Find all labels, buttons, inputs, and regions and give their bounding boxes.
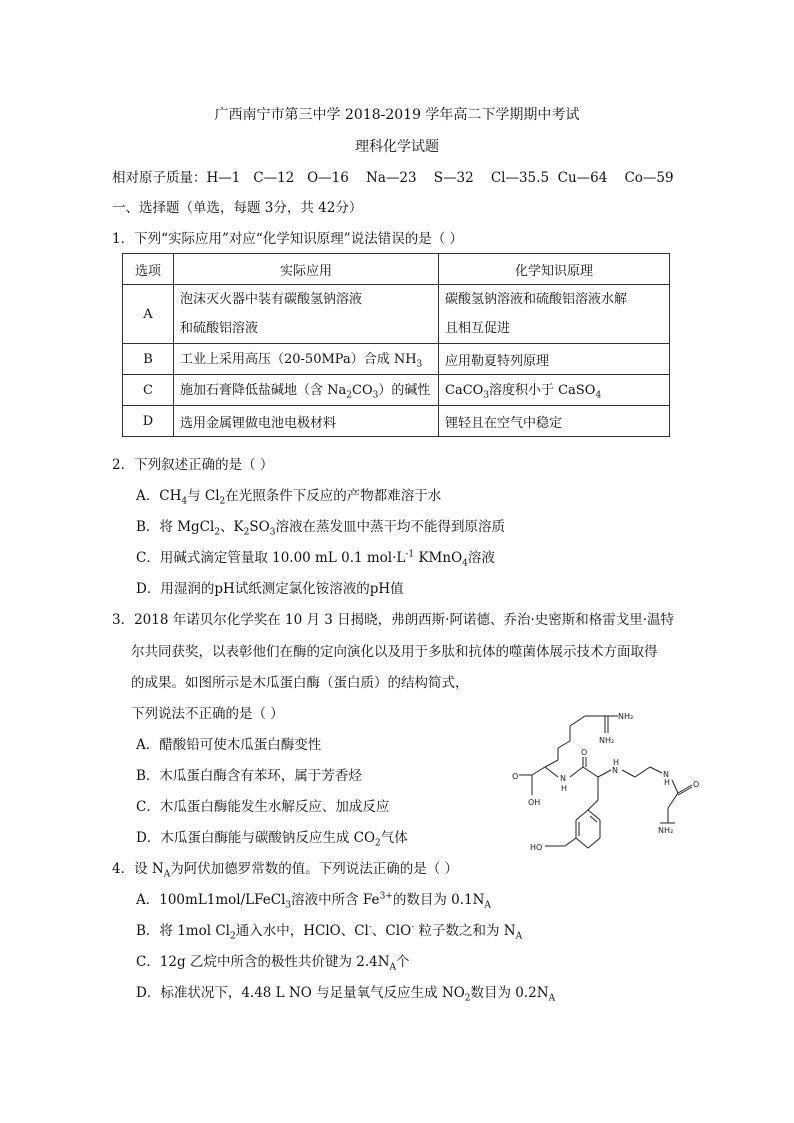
text: 个 xyxy=(396,954,410,970)
q3-line-3: 的成果。如图所示是木瓜蛋白酶（蛋白质）的结构简式， xyxy=(131,675,469,691)
text: 、K xyxy=(220,519,244,535)
table-header: 选项 xyxy=(123,254,174,285)
text: SO xyxy=(249,519,270,535)
q4-option-a xyxy=(136,888,491,911)
cell-text: ）的碱性 xyxy=(378,383,431,399)
q4-option-b xyxy=(136,919,522,942)
subscript: A xyxy=(548,993,556,1004)
subscript: 4 xyxy=(462,558,468,569)
structure-label: NH₂ xyxy=(618,712,634,721)
structure-label: NH₂ xyxy=(599,736,615,745)
q2-option-b xyxy=(136,515,505,538)
text: KMnO xyxy=(414,550,463,566)
text: A．CH xyxy=(136,488,182,504)
text: B．将 MgCl xyxy=(136,519,215,535)
q3-line-4: 下列说法不正确的是（ ） xyxy=(131,706,284,722)
superscript: 3+ xyxy=(379,891,393,902)
q1-stem: 1．下列“实际应用”对应“化学知识原理”说法错误的是（ ） xyxy=(112,231,463,247)
cell-line: 且相互促进 xyxy=(445,321,511,336)
subscript: A xyxy=(515,931,523,942)
cell-text: 溶度积小于 CaSO xyxy=(489,383,596,399)
text: 气体 xyxy=(380,830,408,846)
structure-label: HO xyxy=(530,843,543,852)
subscript: 3 xyxy=(269,527,276,538)
subscript: 2 xyxy=(375,838,381,849)
table-row xyxy=(123,406,670,437)
text: 在光照条件下反应的产物都难溶于水 xyxy=(225,488,442,504)
structure-label: N xyxy=(612,766,618,775)
structure-label: NH₂ xyxy=(658,826,674,835)
text: D．标准状况下，4.48 L NO 与足量氧气反应生成 NO xyxy=(136,985,465,1001)
table-header: 实际应用 xyxy=(174,254,439,285)
subscript: 2 xyxy=(214,527,221,538)
q2-option-a xyxy=(136,484,441,507)
principle-cell: 锂轻且在空气中稳定 xyxy=(439,406,670,437)
subscript: 3 xyxy=(372,390,379,401)
cell-text: CO xyxy=(352,383,373,399)
q2-option-c xyxy=(136,546,495,569)
q3-option-b: B．木瓜蛋白酶含有苯环，属于芳香烃 xyxy=(136,768,362,784)
principle-cell: 应用勒夏特列原理 xyxy=(439,344,670,375)
text: 4．设 N xyxy=(112,861,164,877)
option-cell: B xyxy=(123,344,174,375)
subscript: 2 xyxy=(219,496,226,507)
subscript: 4 xyxy=(181,496,188,507)
cell-text: 施加石膏降低盐碱地（含 Na xyxy=(180,383,347,399)
q3-line-2: 尔共同获奖，以表彰他们在酶的定向演化以及用于多肽和抗体的噬菌体展示技术方面取得 xyxy=(131,644,658,660)
table-row xyxy=(123,375,670,406)
structure-label: OH xyxy=(528,798,541,807)
text: 数目为 0.2N xyxy=(470,985,549,1001)
atomic-masses: 相对原子质量：H—1 C—12 O—16 Na—23 S—32 Cl—35.5 Cu—64 Co—59 xyxy=(112,170,674,186)
q2-stem: 2．下列叙述正确的是（ ） xyxy=(112,457,274,473)
subscript: 3 xyxy=(416,359,423,370)
cell-text: 工业上采用高压（20-50MPa）合成 NH xyxy=(180,352,417,368)
exam-subtitle: 理科化学试题 xyxy=(355,139,439,155)
table-row xyxy=(123,344,670,375)
option-cell: D xyxy=(123,406,174,437)
structure-label: O xyxy=(693,780,700,789)
cell-line: 碳酸氢钠溶液和硫酸铝溶液水解 xyxy=(445,292,628,307)
structure-label: O xyxy=(581,748,588,757)
option-cell: C xyxy=(123,375,174,406)
q3-option-c: C．木瓜蛋白酶能发生水解反应、加成反应 xyxy=(136,799,390,815)
superscript: - xyxy=(368,922,372,933)
text: 溶液中所含 Fe xyxy=(291,892,380,908)
text: 、ClO xyxy=(371,923,412,939)
subscript: A xyxy=(484,900,491,911)
papain-structure-diagram xyxy=(500,705,720,865)
superscript: - xyxy=(411,922,415,933)
principle-cell xyxy=(439,375,670,406)
text: D．木瓜蛋白酶能与碳酸钠反应生成 CO xyxy=(136,830,376,846)
subscript: A xyxy=(389,962,397,973)
application-cell xyxy=(174,375,439,406)
text: 溶液 xyxy=(467,550,495,566)
text: 溶液在蒸发皿中蒸干均不能得到原溶质 xyxy=(275,519,505,535)
subscript: 3 xyxy=(483,390,490,401)
subscript: A xyxy=(163,869,171,880)
q1-table xyxy=(122,253,670,437)
text: C．12g 乙烷中所含的极性共价键为 2.4N xyxy=(136,954,390,970)
subscript: 2 xyxy=(346,390,352,401)
exam-title: 广西南宁市第三中学 2018-2019 学年高二下学期期中考试 xyxy=(214,107,580,123)
q4-stem xyxy=(112,857,458,880)
principle-cell xyxy=(439,285,670,344)
q4-option-c xyxy=(136,950,410,973)
cell-text: CaCO xyxy=(445,383,484,399)
q2-option-d: D．用湿润的pH试纸测定氯化铵溶液的pH值 xyxy=(136,581,404,597)
subscript: 2 xyxy=(230,931,236,942)
option-cell: A xyxy=(123,285,174,344)
q3-line-1: 3．2018 年诺贝尔化学奖在 10 月 3 日揭晓，弗朗西斯·阿诺德、乔治·史密斯和格雷戈里·温特 xyxy=(112,612,675,628)
text: 粒子数之和为 N xyxy=(414,923,516,939)
table-header: 化学知识原理 xyxy=(439,254,670,285)
structure-label: N xyxy=(663,770,669,779)
text: 与 Cl xyxy=(187,488,220,504)
subscript: 2 xyxy=(464,993,471,1004)
q4-option-d xyxy=(136,981,555,1004)
structure-label: H xyxy=(561,784,568,793)
application-cell: 选用金属锂做电池电极材料 xyxy=(174,406,439,437)
structure-label: N xyxy=(560,774,566,783)
section-heading: 一、选择题（单选，每题 3分，共 42分） xyxy=(112,200,363,216)
subscript: 4 xyxy=(595,390,602,401)
structure-label: H xyxy=(664,778,671,787)
subscript: 3 xyxy=(285,900,292,911)
subscript: 2 xyxy=(243,527,250,538)
text: 为阿伏加德罗常数的值。下列说法正确的是（ ） xyxy=(170,861,458,877)
superscript: -1 xyxy=(405,549,415,560)
text: 通入水中，HClO、Cl xyxy=(235,923,369,939)
text: A．100mL1mol/LFeCl xyxy=(136,892,286,908)
structure-label: H xyxy=(613,758,620,767)
q3-option-a: A．醋酸铅可使木瓜蛋白酶变性 xyxy=(136,737,322,753)
table-row xyxy=(123,285,670,344)
text: 的数目为 0.1N xyxy=(392,892,485,908)
text: B．将 1mol Cl xyxy=(136,923,230,939)
cell-line: 和硫酸铝溶液 xyxy=(180,321,259,336)
structure-label: O xyxy=(512,772,519,781)
q3-option-d xyxy=(136,826,408,849)
cell-line: 泡沫灭火器中装有碳酸氢钠溶液 xyxy=(180,292,363,307)
application-cell xyxy=(174,344,439,375)
text: C．用碱式滴定管量取 10.00 mL 0.1 mol·L xyxy=(136,550,406,566)
application-cell xyxy=(174,285,439,344)
